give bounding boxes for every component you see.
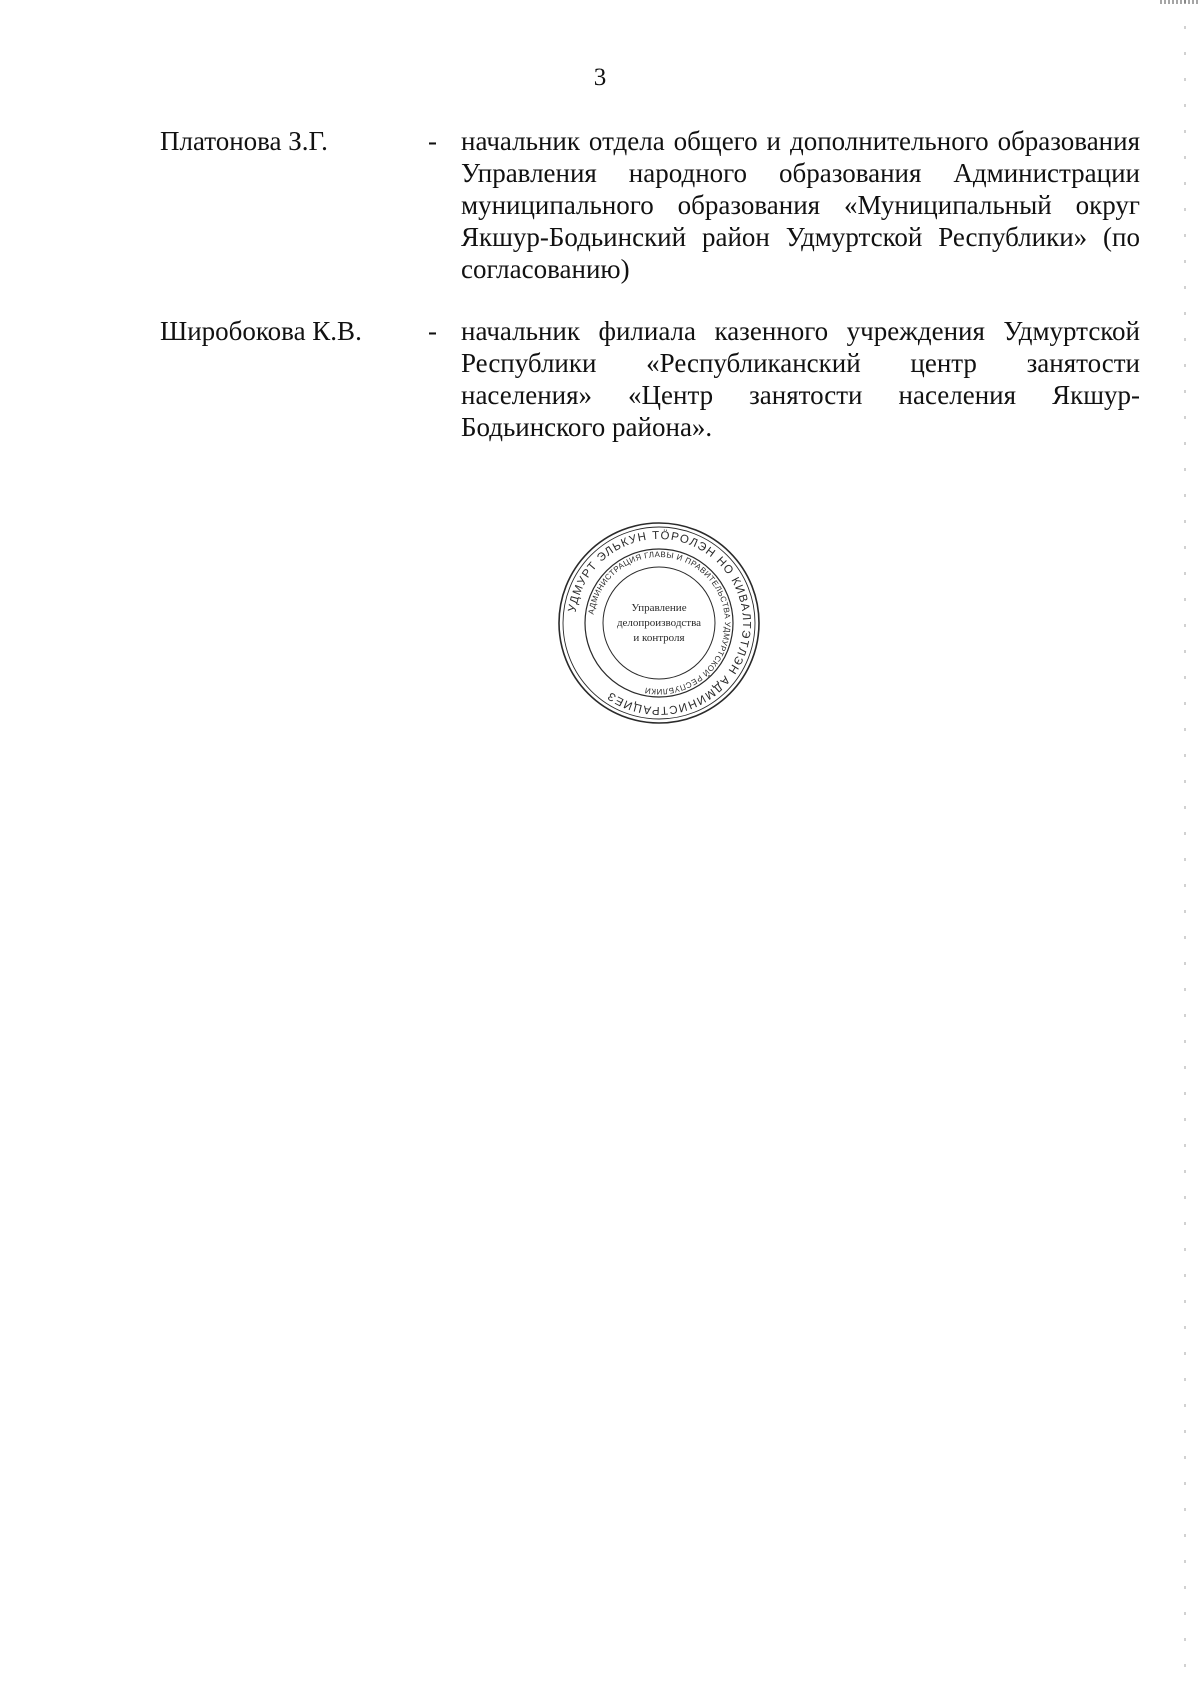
page-number: 3 (593, 64, 607, 91)
stamp-inner-text-path: АДМИНИСТРАЦИЯ ГЛАВЫ И ПРАВИТЕЛЬСТВА УДМУРТСКОЙ РЕСПУБЛИКИ (586, 549, 733, 697)
stamp-center-line-1: Управление (631, 602, 687, 614)
member-name: Широбокова К.В. (160, 316, 362, 346)
member-name: Платонова З.Г. (160, 126, 328, 156)
members-list (160, 125, 1140, 473)
member-description: начальник отдела общего и дополнительного образования Управления народного образования Администрации муниципального образования «Муниципальный округ Якшур-Бодьинский район Удмуртской Республики» (по согласованию) (461, 126, 1140, 284)
member-entry-platonova (160, 125, 1140, 285)
stamp-outer-text-path: УДМУРТ ЭЛЬКУН ТӦРОЛЭН НО КИВАЛТЭТЛЭН АДМИНИСТРАЦИЕЗ (566, 529, 753, 717)
member-dash: - (428, 126, 437, 156)
scan-artifact-edge (1184, 0, 1186, 1686)
official-stamp (554, 518, 764, 728)
stamp-center-line-3: и контроля (633, 632, 685, 644)
stamp-center-line-2: делопроизводства (616, 617, 702, 629)
member-entry-shirobokova (160, 315, 1140, 443)
member-dash: - (428, 316, 437, 346)
scan-artifact-corner (1160, 0, 1200, 4)
member-description: начальник филиала казенного учреждения Удмуртской Республики «Республиканский центр занятости населения» «Центр занятости населения Якшур-Бодьинского района». (461, 316, 1140, 442)
